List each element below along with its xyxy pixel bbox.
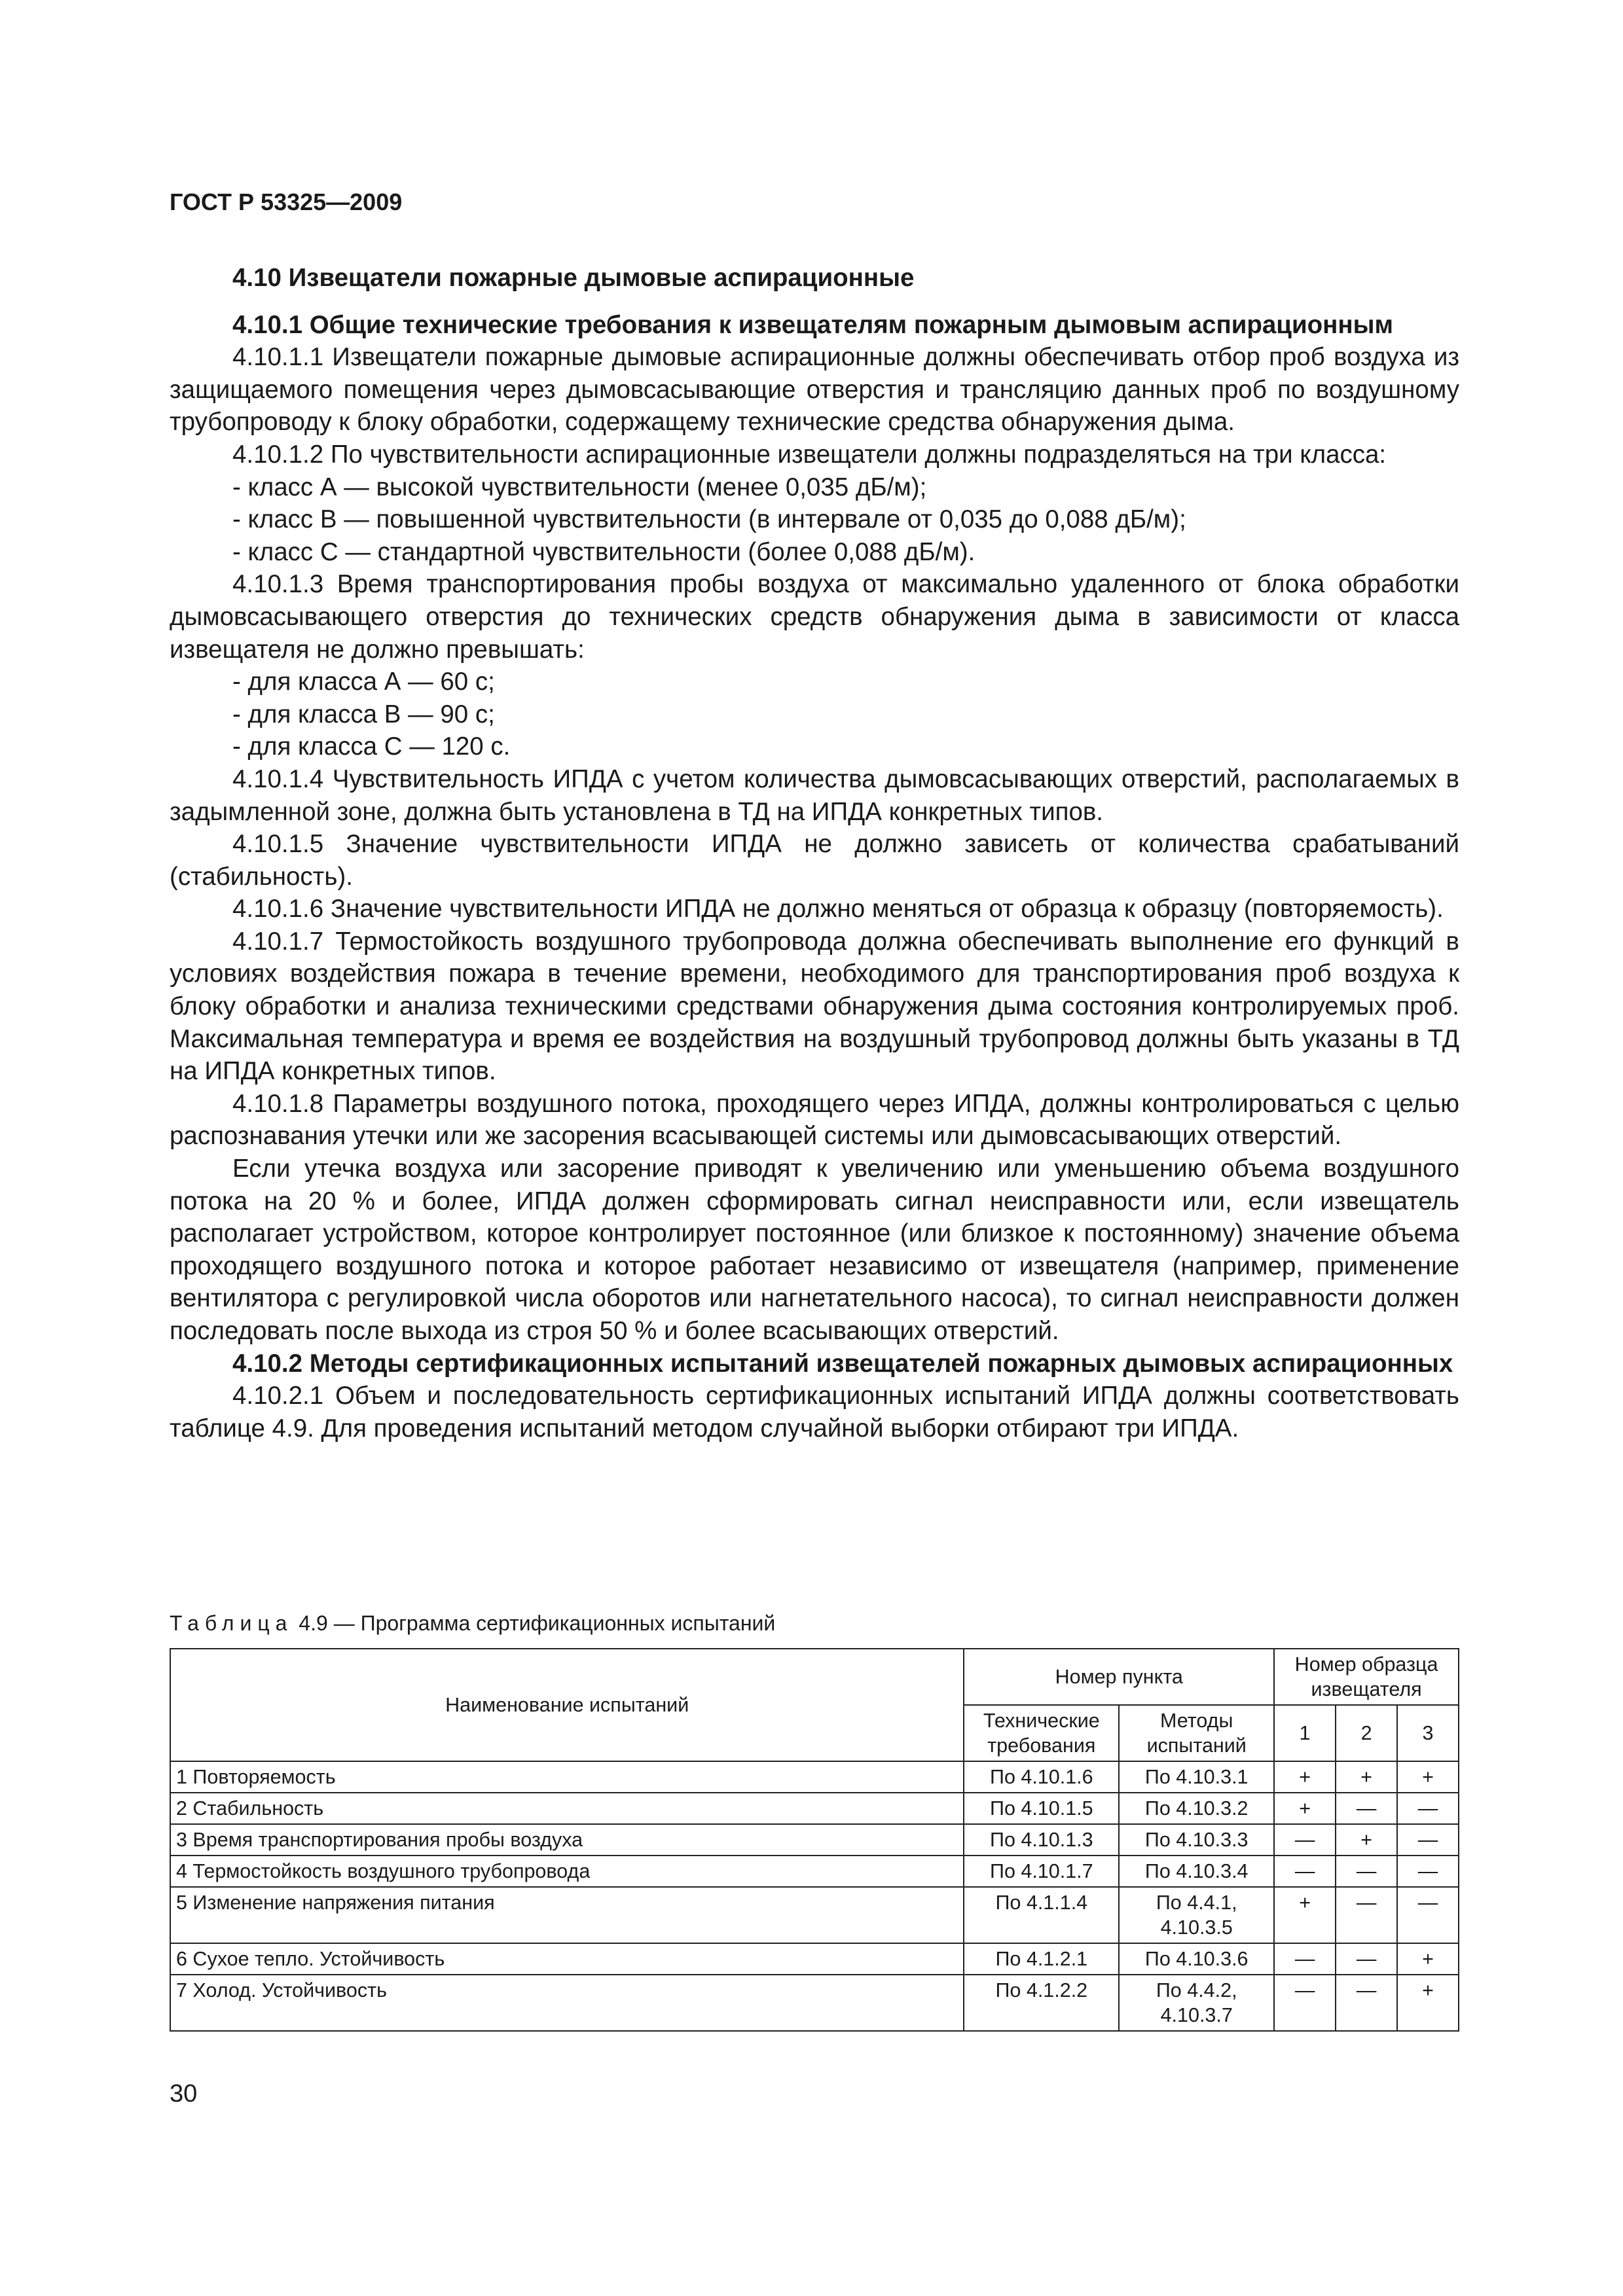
header-test-name: Наименование испытаний bbox=[170, 1649, 964, 1761]
sample-3-cell: — bbox=[1397, 1793, 1459, 1824]
paragraph: 4.10.1.5 Значение чувствительности ИПДА не должно зависеть от количества срабатываний (стабильность). bbox=[170, 830, 1459, 891]
paragraph: 4.10.1.2 По чувствительности аспирационные извещатели должны подразделяться на три класса: bbox=[232, 440, 1387, 469]
sample-3-cell: — bbox=[1397, 1887, 1459, 1943]
method-cell: По 4.10.3.2 bbox=[1119, 1793, 1274, 1824]
subsection-heading: 4.10.1 Общие технические требования к извещателям пожарным дымовым аспирационным bbox=[232, 310, 1394, 339]
requirement-cell: По 4.1.2.1 bbox=[964, 1943, 1119, 1975]
sample-1-cell: + bbox=[1274, 1761, 1336, 1793]
sample-2-cell: + bbox=[1336, 1824, 1397, 1856]
header-sample-3: 3 bbox=[1397, 1705, 1459, 1761]
sample-3-cell: — bbox=[1397, 1856, 1459, 1887]
list-item: - класс С — стандартной чувствительности (более 0,088 дБ/м). bbox=[232, 537, 976, 566]
sample-1-cell: — bbox=[1274, 1856, 1336, 1887]
method-cell: По 4.4.1, 4.10.3.5 bbox=[1119, 1887, 1274, 1943]
paragraph: 4.10.2.1 Объем и последовательность сертификационных испытаний ИПДА должны соответствовать таблице 4.9. Для проведения испытаний методом случайной выборки отбирают три ИПДА. bbox=[170, 1382, 1459, 1443]
subsection-heading: 4.10.2 Методы сертификационных испытаний извещателей пожарных дымовых аспирационных bbox=[232, 1349, 1453, 1378]
sample-2-cell: — bbox=[1336, 1793, 1397, 1824]
test-name-cell: 7 Холод. Устойчивость bbox=[170, 1975, 964, 2031]
table-row bbox=[170, 1975, 1459, 2031]
requirement-cell: По 4.10.1.7 bbox=[964, 1856, 1119, 1887]
method-cell: По 4.10.3.1 bbox=[1119, 1761, 1274, 1793]
sample-3-cell: — bbox=[1397, 1824, 1459, 1856]
sample-1-cell: — bbox=[1274, 1824, 1336, 1856]
list-item: - для класса С — 120 с. bbox=[232, 732, 511, 761]
test-name-cell: 4 Термостойкость воздушного трубопровода bbox=[170, 1856, 964, 1887]
paragraph: Если утечка воздуха или засорение приводят к увеличению или уменьшению объема воздушного потока на 20 % и более, ИПДА должен сформировать сигнал неисправности или, если извещатель располагает устройством, которое контролирует постоянное (или близкое к постоянному) значение объема проходящего воздушного потока и которое работает независимо от извещателя (например, применение вентилятора с регулировкой числа оборотов или нагнетательного насоса), то сигнал неисправности должен последовать после выхода из строя 50 % и более всасывающих отверстий. bbox=[170, 1155, 1459, 1345]
paragraph: 4.10.1.4 Чувствительность ИПДА с учетом количества дымовсасывающих отверстий, располагаемых в задымленной зоне, должна быть установлена в ТД на ИПДА конкретных типов. bbox=[170, 764, 1459, 826]
table-row bbox=[170, 1824, 1459, 1856]
test-name-cell: 1 Повторяемость bbox=[170, 1761, 964, 1793]
section-heading: 4.10 Извещатели пожарные дымовые аспирационные bbox=[232, 264, 915, 292]
document-id-header: ГОСТ Р 53325—2009 bbox=[170, 188, 403, 215]
table-caption-label: Таблица bbox=[170, 1611, 293, 1635]
paragraph: 4.10.1.6 Значение чувствительности ИПДА не должно меняться от образца к образцу (повторяемость). bbox=[232, 895, 1444, 924]
header-item-number: Номер пункта bbox=[964, 1649, 1274, 1705]
requirement-cell: По 4.10.1.6 bbox=[964, 1761, 1119, 1793]
method-cell: По 4.4.2, 4.10.3.7 bbox=[1119, 1975, 1274, 2031]
method-cell: По 4.10.3.6 bbox=[1119, 1943, 1274, 1975]
table-caption-title: 4.9 — Программа сертификационных испытаний bbox=[293, 1611, 776, 1635]
sample-1-cell: + bbox=[1274, 1793, 1336, 1824]
paragraph: 4.10.1.7 Термостойкость воздушного трубопровода должна обеспечивать выполнение его функций в условиях воздействия пожара в течение времени, необходимого для транспортирования проб воздуха к блоку обработки и анализа техническими средствами обнаружения дыма состояния контролируемых проб. Максимальная температура и время ее воздействия на воздушный трубопровод должны быть указаны в ТД на ИПДА конкретных типов. bbox=[170, 927, 1459, 1086]
requirement-cell: По 4.10.1.3 bbox=[964, 1824, 1119, 1856]
sample-3-cell: + bbox=[1397, 1943, 1459, 1975]
test-name-cell: 6 Сухое тепло. Устойчивость bbox=[170, 1943, 964, 1975]
sample-1-cell: — bbox=[1274, 1975, 1336, 2031]
requirement-cell: По 4.1.1.4 bbox=[964, 1887, 1119, 1943]
table-row bbox=[170, 1761, 1459, 1793]
list-item: - класс А — высокой чувствительности (менее 0,035 дБ/м); bbox=[232, 473, 927, 501]
table-header-row bbox=[170, 1649, 1459, 1705]
sample-2-cell: — bbox=[1336, 1887, 1397, 1943]
list-item: - для класса А — 60 с; bbox=[232, 668, 495, 696]
paragraph: 4.10.1.3 Время транспортирования пробы воздуха от максимально удаленного от блока обработки дымовсасывающего отверстия до технических средств обнаружения дыма в зависимости от класса извещателя не должно превышать: bbox=[170, 570, 1459, 664]
header-sample-number: Номер образца извещателя bbox=[1274, 1649, 1459, 1705]
header-tech-requirements: Технические требования bbox=[964, 1705, 1119, 1761]
document-body bbox=[170, 262, 1459, 1444]
paragraph: 4.10.1.8 Параметры воздушного потока, проходящего через ИПДА, должны контролироваться с целью распознавания утечки или же засорения всасывающей системы или дымовсасывающих отверстий. bbox=[170, 1089, 1459, 1151]
sample-1-cell: + bbox=[1274, 1887, 1336, 1943]
table-row bbox=[170, 1856, 1459, 1887]
list-item: - для класса В — 90 с; bbox=[232, 700, 495, 728]
paragraph: 4.10.1.1 Извещатели пожарные дымовые аспирационные должны обеспечивать отбор проб воздуха из защищаемого помещения через дымовсасывающие отверстия и трансляцию данных проб по воздушному трубопроводу к блоку обработки, содержащему технические средства обнаружения дыма. bbox=[170, 343, 1459, 437]
sample-2-cell: — bbox=[1336, 1856, 1397, 1887]
method-cell: По 4.10.3.4 bbox=[1119, 1856, 1274, 1887]
table-row bbox=[170, 1793, 1459, 1824]
sample-3-cell: + bbox=[1397, 1975, 1459, 2031]
page-number: 30 bbox=[170, 2080, 198, 2108]
method-cell: По 4.10.3.3 bbox=[1119, 1824, 1274, 1856]
header-sample-1: 1 bbox=[1274, 1705, 1336, 1761]
sample-2-cell: — bbox=[1336, 1975, 1397, 2031]
sample-1-cell: — bbox=[1274, 1943, 1336, 1975]
sample-3-cell: + bbox=[1397, 1761, 1459, 1793]
test-name-cell: 2 Стабильность bbox=[170, 1793, 964, 1824]
sample-2-cell: — bbox=[1336, 1943, 1397, 1975]
header-sample-2: 2 bbox=[1336, 1705, 1397, 1761]
sample-2-cell: + bbox=[1336, 1761, 1397, 1793]
certification-tests-table bbox=[170, 1648, 1459, 2032]
table-caption bbox=[170, 1611, 775, 1636]
requirement-cell: По 4.10.1.5 bbox=[964, 1793, 1119, 1824]
table-row bbox=[170, 1943, 1459, 1975]
table-row bbox=[170, 1887, 1459, 1943]
list-item: - класс В — повышенной чувствительности (в интервале от 0,035 до 0,088 дБ/м); bbox=[232, 505, 1186, 534]
header-test-methods: Методы испытаний bbox=[1119, 1705, 1274, 1761]
test-name-cell: 3 Время транспортирования пробы воздуха bbox=[170, 1824, 964, 1856]
test-name-cell: 5 Изменение напряжения питания bbox=[170, 1887, 964, 1943]
requirement-cell: По 4.1.2.2 bbox=[964, 1975, 1119, 2031]
